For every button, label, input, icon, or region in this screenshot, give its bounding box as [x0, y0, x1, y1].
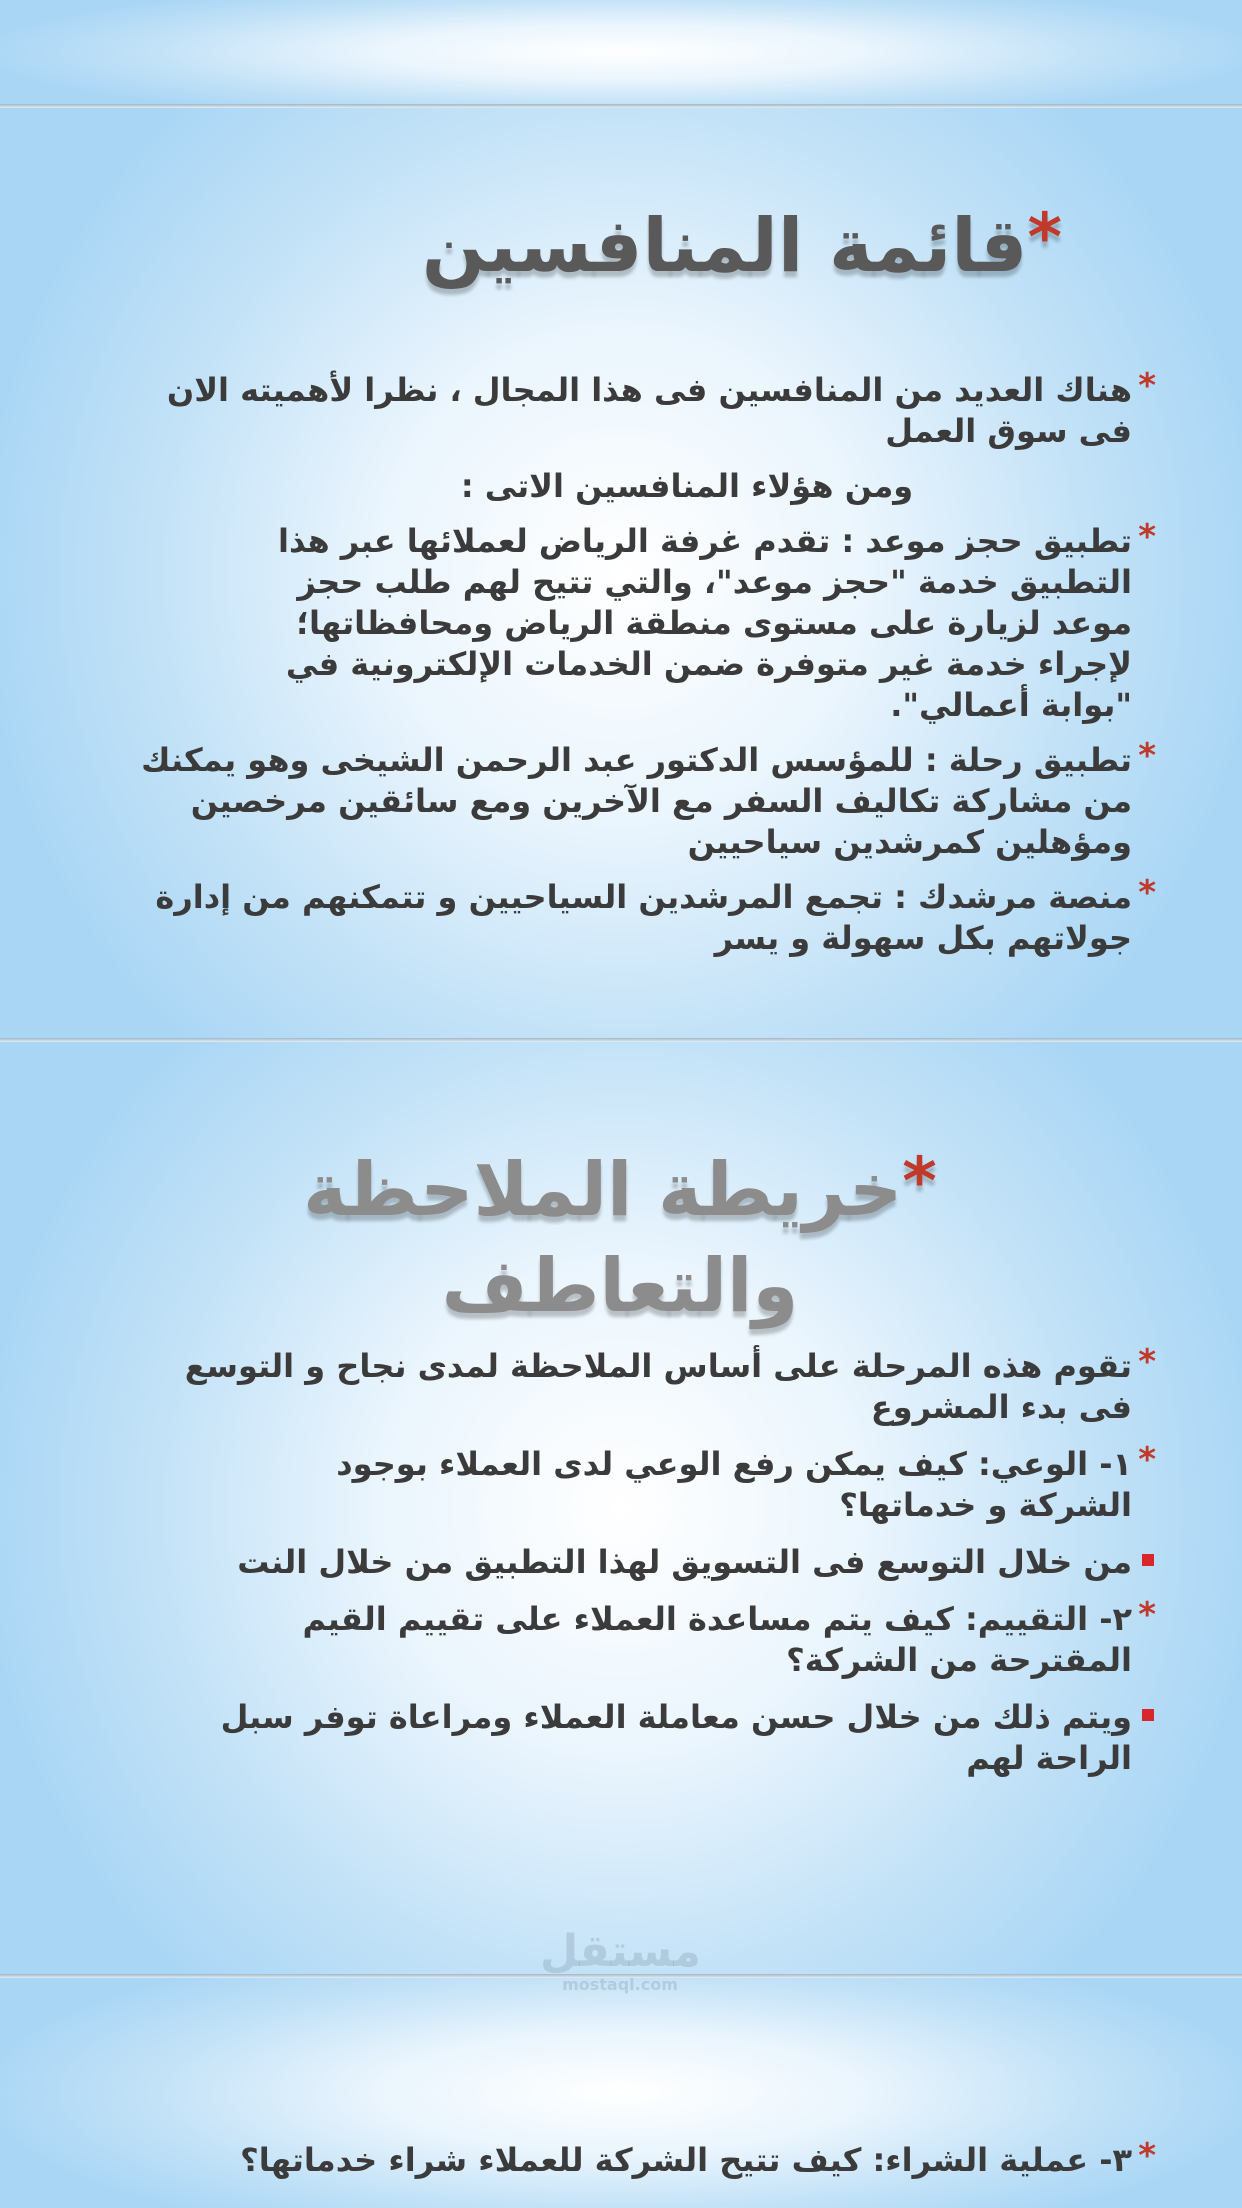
- asterisk-bullet-icon: *: [1138, 873, 1156, 913]
- slide-title-text: خريطة الملاحظة والتعاطف: [303, 1147, 903, 1329]
- slide-body: [172, 1342, 1156, 1793]
- slide-body: [232, 2136, 1156, 2195]
- asterisk-bullet-icon: *: [1138, 517, 1156, 557]
- list-item: * تقوم هذه المرحلة على أساس الملاحظة لمدى نجاح و التوسع فى بدء المشروع: [184, 1342, 1156, 1426]
- asterisk-bullet-icon: *: [1138, 1440, 1156, 1480]
- asterisk-bullet-icon: *: [1138, 2136, 1156, 2176]
- asterisk-bullet-icon: *: [1138, 1595, 1156, 1635]
- asterisk-bullet-icon: *: [1138, 366, 1156, 406]
- square-bullet-icon: [1142, 1554, 1154, 1566]
- slide-title: [162, 198, 1062, 294]
- slide-empathy-map: [0, 1042, 1242, 1974]
- list-item: * تطبيق رحلة : للمؤسس الدكتور عبد الرحمن الشيخى وهو يمكنك من مشاركة تكاليف السفر مع الآخرين ومع سائقين مرخصين ومؤهلين كمرشدين سياحيين: [141, 736, 1156, 861]
- list-item: * منصة مرشدك : تجمع المرشدين السياحيين و تتمكنهم من إدارة جولاتهم بكل سهولة و يسر: [155, 873, 1156, 957]
- list-item: * هناك العديد من المنافسين فى هذا المجال ، نظرا لأهميته الان فى سوق العمل: [166, 366, 1156, 450]
- slide-competitors: [0, 108, 1242, 1038]
- list-item: * تطبيق حجز موعد : تقدم غرفة الرياض لعملائها عبر هذا التطبيق خدمة "حجز موعد"، والتي تتيح لهم طلب حجز موعد لزيارة على مستوى منطقة الرياض ومحافظاتها؛ لإجراء خدمة غير متوفرة ضمن الخدمات الإلكترونية في "بوابة أعمالي".: [278, 517, 1156, 724]
- slide-body: [122, 366, 1156, 973]
- slide-title-text: قائمة المنافسين: [421, 203, 1028, 289]
- list-item: * ٢- التقييم: كيف يتم مساعدة العملاء على تقييم القيم المقترحة من الشركة؟: [302, 1595, 1156, 1679]
- title-star-icon: *: [902, 1143, 937, 1220]
- watermark-logo: مستقل mostaql.com: [540, 1926, 701, 1994]
- square-bullet-icon: [1142, 1709, 1154, 1721]
- title-star-icon: *: [1027, 199, 1062, 276]
- list-item: * ٣- عملية الشراء: كيف تتيح الشركة للعملاء شراء خدماتها؟: [240, 2136, 1156, 2179]
- list-item: ويتم ذلك من خلال حسن معاملة العملاء ومراعاة توفر سبل الراحة لهم: [172, 1697, 1132, 1779]
- list-item: ومن هؤلاء المنافسين الاتى :: [460, 467, 914, 505]
- asterisk-bullet-icon: *: [1138, 1342, 1156, 1382]
- list-item: * ١- الوعي: كيف يمكن رفع الوعي لدى العملاء بوجود الشركة و خدماتها؟: [336, 1440, 1156, 1524]
- asterisk-bullet-icon: *: [1138, 736, 1156, 776]
- slide-purchase: [0, 1978, 1242, 2208]
- slide-title: [270, 1142, 970, 1334]
- list-item: من خلال التوسع فى التسويق لهذا التطبيق من خلال النت: [172, 1542, 1132, 1583]
- slide-previous: [0, 0, 1242, 104]
